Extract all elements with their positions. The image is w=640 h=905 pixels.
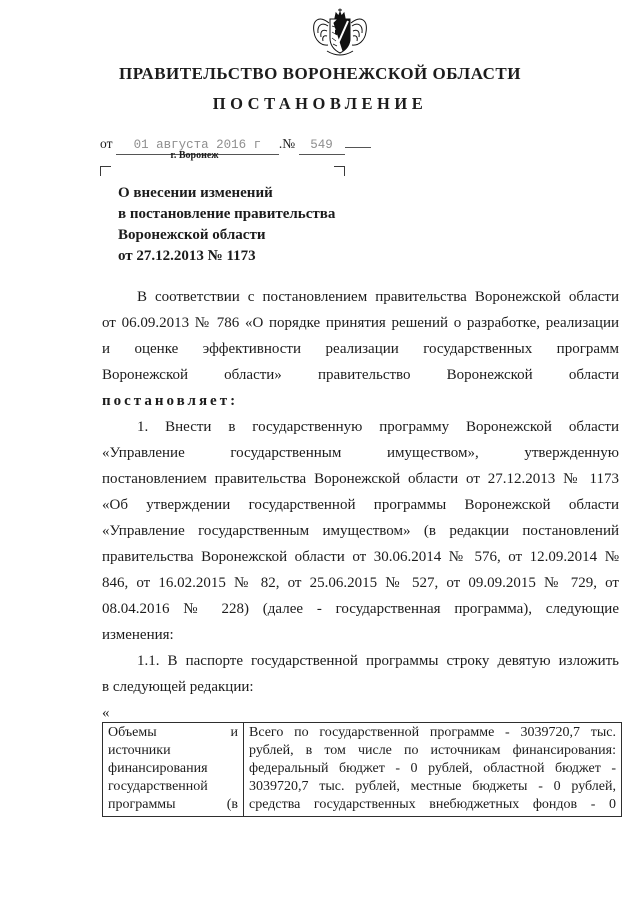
table-cell-value xyxy=(244,723,622,817)
table-value-line: средства государственных внебюджетных фондов - 0 xyxy=(249,797,616,812)
table-value-line: рублей, в том числе по источникам финансирования: xyxy=(249,743,616,758)
table-label-line: программы (в xyxy=(108,797,238,812)
document-type-heading: ПОСТАНОВЛЕНИЕ xyxy=(212,94,428,113)
body-line: « xyxy=(102,705,110,721)
body-line: постановляет: xyxy=(102,393,239,409)
right-corner-mark xyxy=(334,166,345,176)
table-row xyxy=(103,723,622,817)
body-line: 846, от 16.02.2015 № 82, от 25.06.2015 № 527, от 09.09.2015 № 729, от xyxy=(102,575,619,591)
left-corner-mark xyxy=(100,166,111,176)
table-label-line: финансирования xyxy=(108,761,208,776)
body-line: В соответствии с постановлением правительства Воронежской области xyxy=(137,289,619,305)
table-label-line: источники xyxy=(108,743,171,758)
number-sign-label: .№ xyxy=(278,136,296,151)
table-label-line: государственной xyxy=(108,779,208,794)
title-line: Воронежской области xyxy=(118,227,266,243)
funding-table xyxy=(102,722,622,817)
body-line: правительства Воронежской области от 30.06.2014 № 576, от 12.09.2014 № xyxy=(102,549,619,565)
typed-document-number: 549 xyxy=(299,138,345,155)
table-label-line: Объемы и xyxy=(108,725,238,740)
title-line: О внесении изменений xyxy=(118,185,273,201)
body-line: «Управление государственным имуществом» (в редакции постановлений xyxy=(102,523,619,539)
typed-date-value: 01 августа 2016 г xyxy=(116,138,279,155)
body-line: 08.04.2016 № 228) (далее - государственная программа), следующие xyxy=(102,601,619,617)
blank-underline xyxy=(345,131,371,148)
body-line: Воронежской области» правительство Воронежской области xyxy=(102,367,619,383)
table-value-line: федеральный бюджет - 0 рублей, областной бюджет - xyxy=(249,761,616,776)
body-line: 1.1. В паспорте государственной программы строку девятую изложить xyxy=(137,653,619,669)
table-value-line: Всего по государственной программе - 3039720,7 тыс. xyxy=(249,725,616,740)
body-line: 1. Внести в государственную программу Воронежской области xyxy=(137,419,619,435)
body-line: в следующей редакции: xyxy=(102,679,254,695)
table-cell-label xyxy=(103,723,244,817)
city-label: г. Воронеж xyxy=(170,150,219,161)
title-line: в постановление правительства xyxy=(118,206,336,222)
body-line: постановлением правительства Воронежской области от 27.12.2013 № 1173 xyxy=(102,471,619,487)
body-line: «Управление государственным имуществом», утвержденную xyxy=(102,445,619,461)
coat-of-arms-icon xyxy=(305,8,375,58)
body-line: «Об утверждении государственной программы Воронежской области xyxy=(102,497,619,513)
body-text xyxy=(102,284,619,726)
title-line: от 27.12.2013 № 1173 xyxy=(118,248,256,264)
body-line: от 06.09.2013 № 786 «О порядке принятия решений о разработке, реализации xyxy=(102,315,619,331)
document-title xyxy=(118,183,335,267)
table-value-line: 3039720,7 тыс. рублей, местные бюджеты - 0 рублей, xyxy=(249,779,616,794)
date-prefix-label: от xyxy=(100,136,113,151)
body-line: изменения: xyxy=(102,627,174,643)
body-line: и оценке эффективности реализации государственных программ xyxy=(102,341,619,357)
issuing-authority-title: ПРАВИТЕЛЬСТВО ВОРОНЕЖСКОЙ ОБЛАСТИ xyxy=(118,64,521,83)
